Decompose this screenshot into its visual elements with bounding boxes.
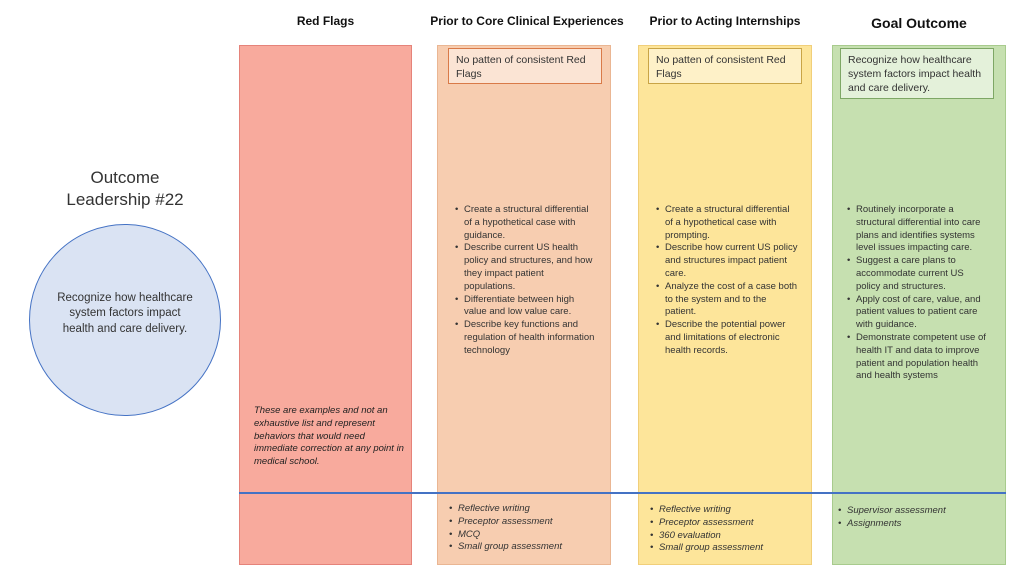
core-behaviors-list: [455, 204, 595, 358]
core-red-flag-box: No patten of consistent Red Flags: [448, 48, 602, 84]
acting-behaviors-list: [656, 204, 799, 358]
outcome-title-line1: Outcome: [90, 168, 160, 187]
acting-red-flag-box: No patten of consistent Red Flags: [648, 48, 802, 84]
acting-assessments-list: [650, 504, 805, 555]
list-item: • Create a structural differential of a hypothetical case with guidance.: [455, 204, 595, 242]
list-item: • Create a structural differential of a hypothetical case with prompting.: [656, 204, 799, 242]
list-item: • Describe key functions and regulation of health information technology: [455, 319, 595, 357]
outcome-title-line2: Leadership #22: [66, 190, 184, 209]
list-item: • Demonstrate competent use of health IT and data to improve patient and population health and health systems: [847, 332, 987, 383]
red-flags-note: These are examples and not an exhaustive list and represent behaviors that would need immediate correction at any point in medical school.: [254, 405, 404, 468]
list-item: • Preceptor assessment: [650, 517, 805, 530]
list-item: • Reflective writing: [650, 504, 805, 517]
list-item: • Small group assessment: [650, 542, 805, 555]
list-item: • 360 evaluation: [650, 530, 805, 543]
outcome-title: [40, 167, 210, 211]
list-item: • Describe the potential power and limitations of electronic health records.: [656, 319, 799, 357]
header-prior-core: Prior to Core Clinical Experiences: [430, 14, 624, 28]
list-item: • Preceptor assessment: [449, 516, 604, 529]
list-item: • Suggest a care plans to accommodate current US policy and structures.: [847, 255, 987, 293]
list-item: • Supervisor assessment: [838, 505, 998, 518]
outcome-circle-text: Recognize how healthcare system factors impact health and care delivery.: [57, 292, 193, 335]
goal-assessments-list: [838, 505, 998, 531]
list-item: • Describe how current US policy and structures impact patient care.: [656, 242, 799, 280]
list-item: • Reflective writing: [449, 503, 604, 516]
list-item: • Apply cost of care, value, and patient values to patient care with guidance.: [847, 294, 987, 332]
list-item: • MCQ: [449, 529, 604, 542]
header-goal-outcome: Goal Outcome: [871, 15, 967, 31]
core-assessments-list: [449, 503, 604, 554]
list-item: • Small group assessment: [449, 541, 604, 554]
list-item: • Describe current US health policy and structures, and how they impact patient populations.: [455, 242, 595, 293]
header-red-flags: Red Flags: [296, 14, 355, 28]
list-item: • Analyze the cost of a case both to the system and to the patient.: [656, 281, 799, 319]
header-prior-acting: Prior to Acting Internships: [649, 14, 801, 28]
goal-behaviors-list: [847, 204, 987, 383]
goal-outcome-box: Recognize how healthcare system factors impact health and care delivery.: [840, 48, 994, 99]
list-item: • Assignments: [838, 518, 998, 531]
list-item: • Routinely incorporate a structural differential into care plans and identifies systems level issues impacting care.: [847, 204, 987, 255]
assessment-divider: [239, 492, 1006, 494]
column-red-flags: [239, 45, 412, 565]
list-item: • Differentiate between high value and low value care.: [455, 294, 595, 320]
